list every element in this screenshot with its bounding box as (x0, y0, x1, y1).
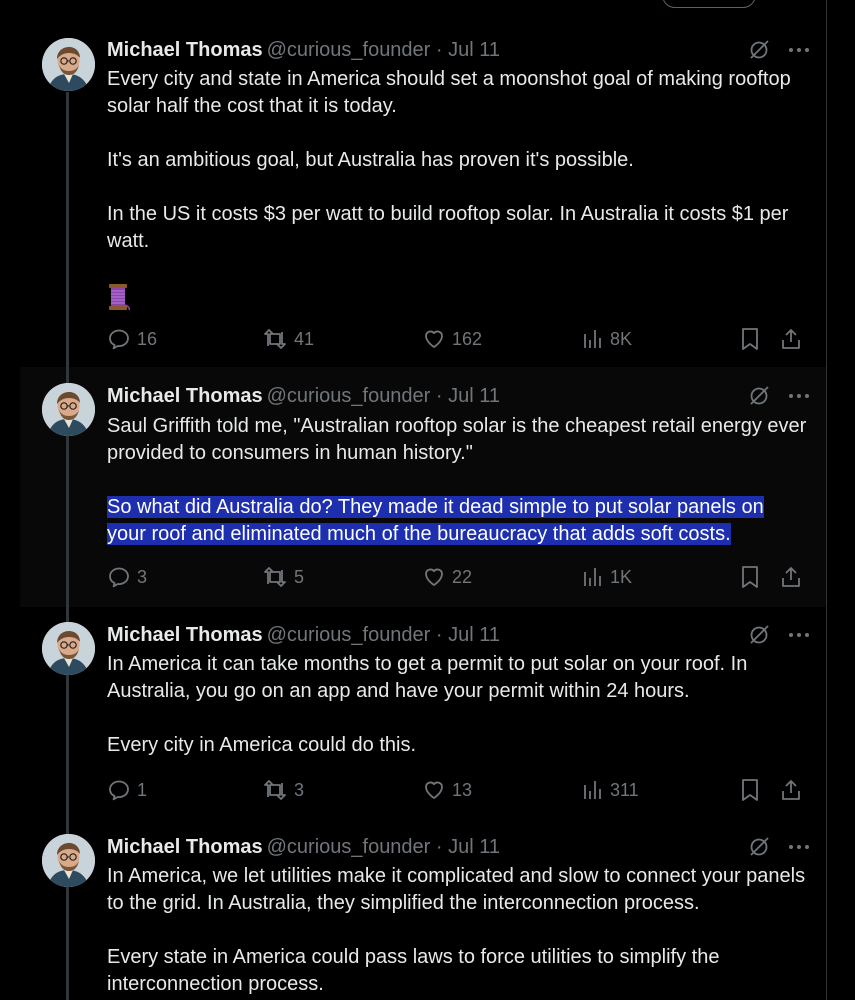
heart-icon (422, 327, 446, 351)
reply-count: 1 (137, 779, 148, 800)
tweet-header (107, 383, 810, 409)
retweet-icon (262, 565, 288, 589)
retweet-count: 41 (294, 328, 315, 349)
views-button[interactable] (582, 325, 632, 353)
retweet-count: 3 (294, 779, 305, 800)
like-count: 13 (452, 779, 473, 800)
tweet-paragraph: In America it can take months to get a permit to put solar on your roof. In Australia, you go on an app and have your permit within 24 hours. (107, 653, 748, 702)
share-icon (779, 565, 803, 589)
tweet-text (107, 863, 807, 998)
views-icon (582, 328, 604, 350)
retweet-icon (262, 327, 288, 351)
view-count: 8K (610, 328, 633, 349)
text-selection: So what did Australia do? They made it dead simple to put solar panels on (107, 496, 764, 518)
retweet-count: 5 (294, 566, 305, 587)
tweet-actions (107, 776, 802, 804)
view-count: 311 (610, 779, 639, 800)
tweet-actions (107, 325, 802, 353)
share-icon (779, 327, 803, 351)
author-name[interactable]: Michael Thomas (107, 836, 263, 858)
retweet-button[interactable] (262, 563, 304, 591)
separator: · (435, 39, 443, 61)
like-count: 162 (452, 328, 483, 349)
reply-count: 3 (137, 566, 148, 587)
retweet-button[interactable] (262, 325, 314, 353)
tweet[interactable] (20, 24, 826, 367)
bookmark-button[interactable] (739, 325, 761, 353)
grok-icon[interactable] (748, 624, 770, 646)
avatar[interactable] (42, 383, 95, 436)
like-count: 22 (452, 566, 473, 587)
bookmark-button[interactable] (739, 776, 761, 804)
tweet-paragraph: Every state in America could pass laws to force utilities to simplify the interconnection process. (107, 946, 720, 995)
reply-icon (107, 778, 131, 802)
share-icon (779, 778, 803, 802)
tweet-date[interactable]: Jul 11 (448, 385, 501, 407)
bookmark-icon (739, 778, 761, 802)
follow-button[interactable] (662, 0, 756, 8)
tweet-date[interactable]: Jul 11 (448, 39, 501, 61)
retweet-icon (262, 778, 288, 802)
grok-icon[interactable] (748, 39, 770, 61)
bookmark-icon (739, 565, 761, 589)
tweet-header (107, 622, 810, 648)
author-handle[interactable]: @curious_founder (266, 39, 431, 61)
tweet-header (107, 834, 810, 860)
text-selection: your roof and eliminated much of the bureaucracy that adds soft costs. (107, 523, 731, 545)
tweet-text (107, 413, 807, 548)
views-icon (582, 779, 604, 801)
reply-button[interactable] (107, 325, 157, 353)
tweet-header (107, 37, 810, 63)
separator: · (435, 624, 443, 646)
separator: · (435, 385, 443, 407)
tweet-date[interactable]: Jul 11 (448, 836, 501, 858)
reply-icon (107, 327, 131, 351)
thread-emoji (107, 283, 131, 311)
more-options-icon[interactable] (788, 632, 810, 638)
heart-icon (422, 565, 446, 589)
author-name[interactable]: Michael Thomas (107, 624, 263, 646)
tweet-actions (107, 563, 802, 591)
tweet-paragraph: It's an ambitious goal, but Australia has proven it's possible. (107, 149, 634, 171)
tweet[interactable] (20, 819, 826, 1000)
tweet[interactable] (20, 367, 826, 607)
avatar[interactable] (42, 622, 95, 675)
author-name[interactable]: Michael Thomas (107, 39, 263, 61)
reply-count: 16 (137, 328, 158, 349)
share-button[interactable] (779, 325, 803, 353)
author-handle[interactable]: @curious_founder (266, 624, 431, 646)
tweet-text (107, 651, 807, 759)
tweet-paragraph: Every city in America could do this. (107, 734, 417, 756)
share-button[interactable] (779, 776, 803, 804)
more-options-icon[interactable] (788, 47, 810, 53)
tweet-paragraph: Every city and state in America should set a moonshot goal of making rooftop solar half the cost that it is today. (107, 68, 791, 117)
views-button[interactable] (582, 563, 632, 591)
grok-icon[interactable] (748, 836, 770, 858)
like-button[interactable] (422, 325, 482, 353)
avatar[interactable] (42, 834, 95, 887)
timeline-border (826, 0, 827, 1000)
tweet-paragraph: In America, we let utilities make it complicated and slow to connect your panels to the grid. In Australia, they simplified the interconnection process. (107, 865, 806, 914)
view-count: 1K (610, 566, 633, 587)
views-button[interactable] (582, 776, 639, 804)
tweet-date[interactable]: Jul 11 (448, 624, 501, 646)
like-button[interactable] (422, 776, 472, 804)
views-icon (582, 566, 604, 588)
bookmark-icon (739, 327, 761, 351)
spool-icon (107, 283, 131, 311)
author-handle[interactable]: @curious_founder (266, 385, 431, 407)
reply-button[interactable] (107, 563, 147, 591)
bookmark-button[interactable] (739, 563, 761, 591)
like-button[interactable] (422, 563, 472, 591)
separator: · (435, 836, 443, 858)
more-options-icon[interactable] (788, 393, 810, 399)
tweet-text (107, 66, 807, 255)
author-handle[interactable]: @curious_founder (266, 836, 431, 858)
avatar[interactable] (42, 38, 95, 91)
tweet-paragraph: Saul Griffith told me, "Australian rooftop solar is the cheapest retail energy ever provided to consumers in human history." (107, 415, 807, 464)
grok-icon[interactable] (748, 385, 770, 407)
reply-icon (107, 565, 131, 589)
reply-button[interactable] (107, 776, 147, 804)
selected-paragraph (107, 494, 807, 548)
share-button[interactable] (779, 563, 803, 591)
tweet-paragraph: In the US it costs $3 per watt to build rooftop solar. In Australia it costs $1 per watt. (107, 203, 789, 252)
retweet-button[interactable] (262, 776, 304, 804)
tweet[interactable] (20, 607, 826, 819)
heart-icon (422, 778, 446, 802)
more-options-icon[interactable] (788, 844, 810, 850)
author-name[interactable]: Michael Thomas (107, 385, 263, 407)
